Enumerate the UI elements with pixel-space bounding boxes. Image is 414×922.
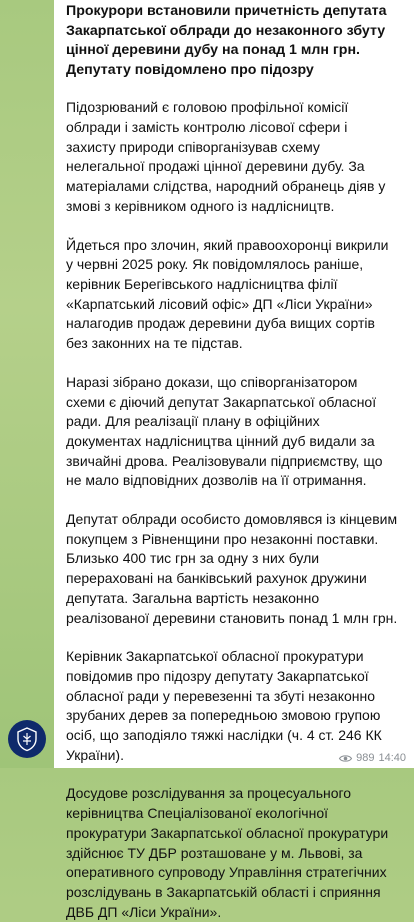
message-time: 14:40 xyxy=(378,752,406,764)
message-bubble xyxy=(54,0,414,920)
eye-icon xyxy=(339,754,352,763)
message-paragraph: Депутат облради особисто домовлявся із кінцевим покупцем з Рівненщини про незаконні поставки. Близько 400 тис грн за одну з них були перераховані на банківський рахунок дружини депутата. Загальна вартість незаконно реалізованої деревини становить понад 1 млн грн. xyxy=(66,511,398,626)
message-title: Прокурори встановили причетність депутата Закарпатської облради до незаконного збуту цінної деревини дубу на понад 1 млн грн. Депутату повідомлено про підозру xyxy=(66,3,387,78)
message-paragraph: Досудове розслідування за процесуального керівництва Спеціалізованої екологічної прокуратури Закарпатської обласної прокуратури здійснює ТУ ДБР розташоване у м. Львові, за оперативного супроводу Управління стратегічних розслідувань в Закарпатській області і сприяння ДВБ ДП «Ліси України». xyxy=(66,785,389,920)
message-meta xyxy=(339,752,406,764)
message-paragraph: Йдеться про злочин, який правоохоронці викрили у червні 2025 року. Як повідомлялось раніше, керівник Берегівського надлісництва філії «Карпатський лісовий офіс» ДП «Ліси України» налагодив продаж деревини дуба вищих сортів без законних на те підстав. xyxy=(66,236,389,352)
channel-avatar[interactable] xyxy=(8,720,46,758)
prosecutor-emblem-icon xyxy=(14,726,40,752)
view-count: 989 xyxy=(356,752,375,764)
message-paragraph: Керівник Закарпатської обласної прокуратури повідомив про підозру депутату Закарпатської обласної ради у перевезенні та збуті незаконно зрубаних дерев за попередньою змовою групою осіб, що заподіяло тяжкі наслідки (ч. 4 ст. 246 КК України). xyxy=(66,648,382,763)
message-paragraph: Наразі зібрано докази, що співорганізатором схеми є діючий депутат Закарпатської обласної ради. Для реалізації плану в офіційних документах надлісництва цінний дуб видали за звичайні дрова. Реалізовували підприємству, що не мало відповідних дозволів на її отримання. xyxy=(66,373,383,489)
message-paragraph: Підозрюваний є головою профільної комісії облради і замість контролю лісової сфери і захисту природи співорганізував схему нелегальної продажі цінної деревини дубу. За матеріалами слідства, народний обранець діяв у змові з керівником одного із надлісництв. xyxy=(66,99,386,214)
